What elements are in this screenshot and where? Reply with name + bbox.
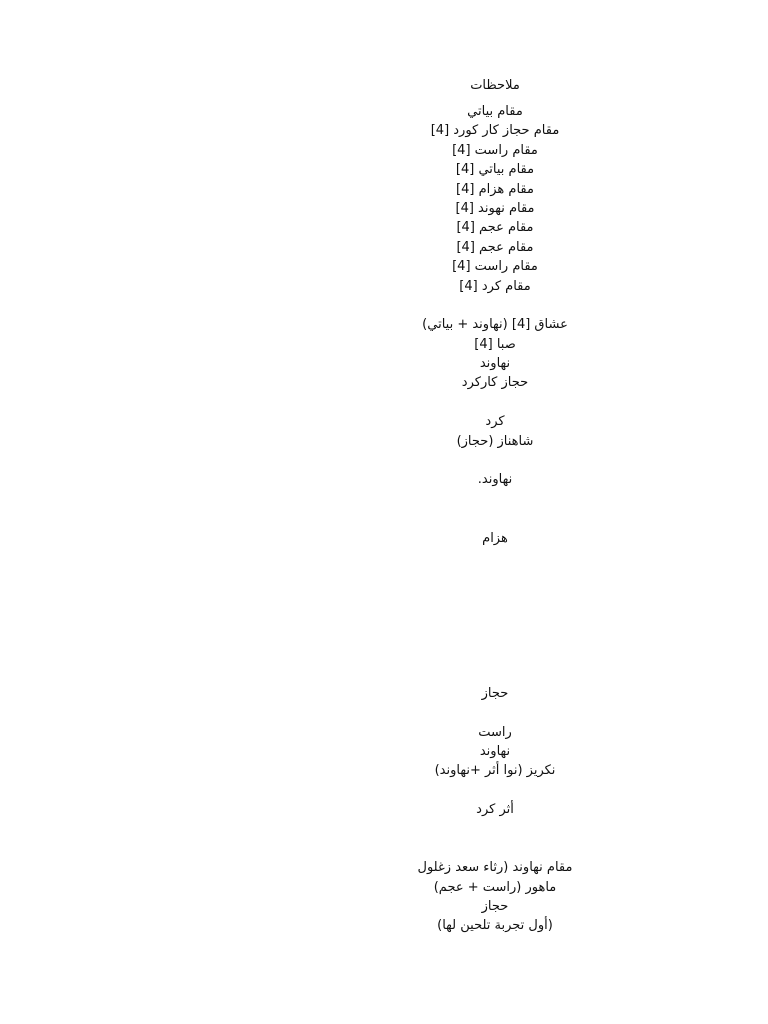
note-line: مقام نهوند [4] [455,200,535,216]
note-line: نهاوند [479,356,511,372]
note-line: مقام عجم [4] [456,239,534,255]
note-line: راست [478,724,512,740]
note-line [395,606,595,625]
note-line: مقام كرد [4] [459,278,531,294]
note-line [395,587,595,606]
note-line [395,451,595,470]
note-line: كرد [485,414,505,430]
note-line [395,819,595,838]
note-line: مقام راست [4] [452,142,538,158]
note-line [395,393,595,412]
note-line [395,839,595,858]
note-line: مقام راست [4] [452,259,538,275]
note-line: مقام حجاز كار كورد [4] [430,123,560,139]
notes-list [395,102,595,936]
note-line [395,664,595,683]
note-line [395,645,595,664]
note-line [395,548,595,567]
note-line [395,626,595,645]
note-line: مقام نهاوند (رثاء سعد زغلول [417,860,573,876]
notes-heading: ملاحظات [470,78,520,93]
note-line: ماهور (راست + عجم) [433,879,557,895]
note-line: عشاق [4] (نهاوند + بياتي) [422,317,568,333]
note-line [395,296,595,315]
note-line: نهاوند [479,743,511,759]
note-line [395,703,595,722]
note-line: أثر كرد [476,802,514,818]
note-line: مقام عجم [4] [456,220,534,236]
note-line [395,509,595,528]
note-line [395,781,595,800]
note-line: حجاز [481,899,509,915]
note-line [395,490,595,509]
notes-column [395,76,595,936]
note-line: (أول تجربة تلحين لها) [437,918,553,934]
note-line: مقام بياتي [467,104,523,119]
note-line: مقام هزام [4] [456,181,534,197]
note-line: نكريز (نوا أثر +نهاوند) [434,763,556,779]
note-line: حجاز كاركرد [461,375,529,391]
note-line: هزام [482,530,508,546]
note-line: حجاز [481,685,509,701]
note-line [395,567,595,586]
note-line: شاهناز (حجاز) [456,433,534,449]
note-line: نهاوند. [477,472,513,488]
note-line: مقام بياتي [4] [455,162,535,178]
note-line: صبا [4] [474,336,516,352]
